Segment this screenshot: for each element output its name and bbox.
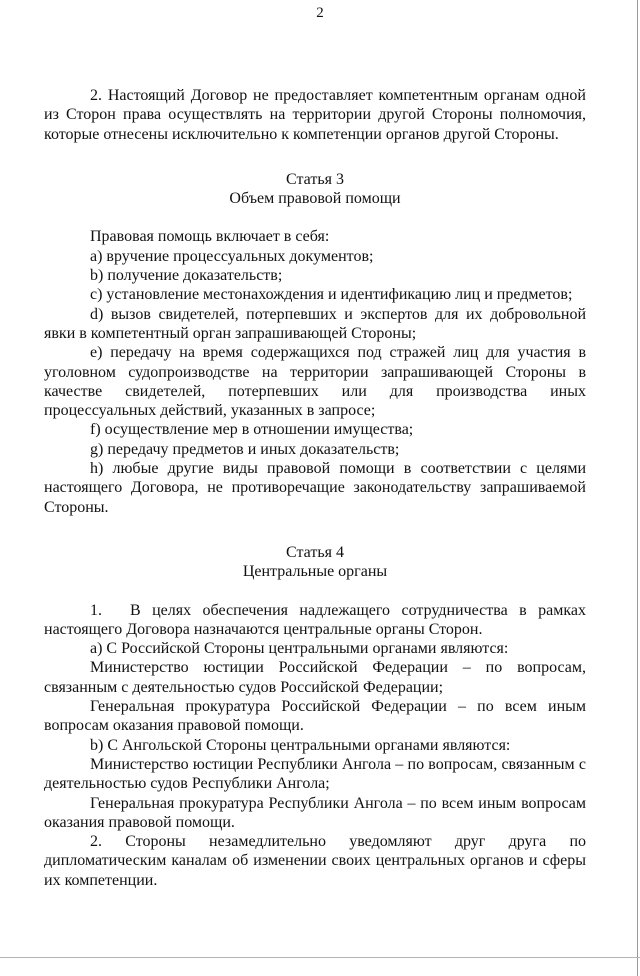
article3-item-c: c) установление местонахождения и идентификацию лиц и предметов; (90, 286, 573, 304)
article3-item-e: e) передачу на время содержащихся под стражей лиц для участия в уголовном судопроизводстве на территории запрашивающей Стороны в качестве свидетелей, потерпевших или для производства иных процессуальных действий, указанных в запросе; (44, 344, 586, 420)
article4-ru-ministry: Министерство юстиции Российской Федерации – по вопросам, связанным с деятельностью судов Российской Федерации; (44, 659, 586, 696)
spacer (44, 582, 586, 601)
article4-heading-title: Центральные органы (242, 563, 388, 581)
scan-edge (637, 0, 638, 976)
article2-clause2: 2. Настоящий Договор не предоставляет компетентным органам одной из Сторон права осуществлять на территории другой Стороны полномочия, которые отнесены исключительно к компетенции органов другой Стороны. (44, 87, 586, 143)
spacer (44, 517, 586, 543)
page-number: 2 (316, 5, 324, 21)
article3-heading-number: Статья 3 (286, 170, 344, 188)
scan-edge-bottom (0, 957, 640, 958)
article3-heading-title: Объем правовой помощи (229, 190, 401, 208)
article3-item-h: h) любые другие виды правовой помощи в соответствии с целями настоящего Договора, не противоречащие законодательству запрашиваемой Стороны. (44, 460, 586, 516)
article4-sub-b: b) С Ангольской Стороны центральными органами являются: (90, 736, 511, 754)
article4-ru-prosecutor: Генеральная прокуратура Российской Федерации – по всем иным вопросам оказания правовой помощи. (44, 698, 586, 735)
document-body (44, 86, 586, 890)
article3-intro: Правовая помощь включает в себя: (90, 228, 330, 246)
article4-clause1 (44, 601, 586, 640)
spacer (44, 144, 586, 170)
article3-item-d: d) вызов свидетелей, потерпевших и экспертов для их добровольной явки в компетентный орган запрашивающей Стороны; (44, 305, 586, 342)
article3-item-g: g) передачу предметов и иных доказательств; (90, 440, 400, 458)
article4-clause1-number: 1. (90, 601, 102, 619)
article4-heading-number: Статья 4 (286, 543, 344, 561)
article4-clause2: 2. Стороны незамедлительно уведомляют друг друга по дипломатическим каналам об изменении своих центральных органов и сферы их компетенции. (44, 833, 586, 889)
article4-ao-ministry: Министерство юстиции Республики Ангола – по вопросам, связанным с деятельностью судов Республики Ангола; (44, 755, 586, 793)
article4-clause1-text: В целях обеспечения надлежащего сотрудничества в рамках настоящего Договора назначаются центральные органы Сторон. (44, 601, 586, 638)
article3-item-f: f) осуществление мер в отношении имущества; (90, 421, 414, 439)
spacer (44, 208, 586, 227)
article4-ao-prosecutor: Генеральная прокуратура Республики Ангола – по всем иным вопросам оказания правовой помощи. (44, 794, 586, 831)
article4-sub-a: a) С Российской Стороны центральными органами являются: (90, 640, 509, 658)
article3-item-a: a) вручение процессуальных документов; (90, 247, 374, 265)
article3-item-b: b) получение доказательств; (90, 267, 283, 285)
